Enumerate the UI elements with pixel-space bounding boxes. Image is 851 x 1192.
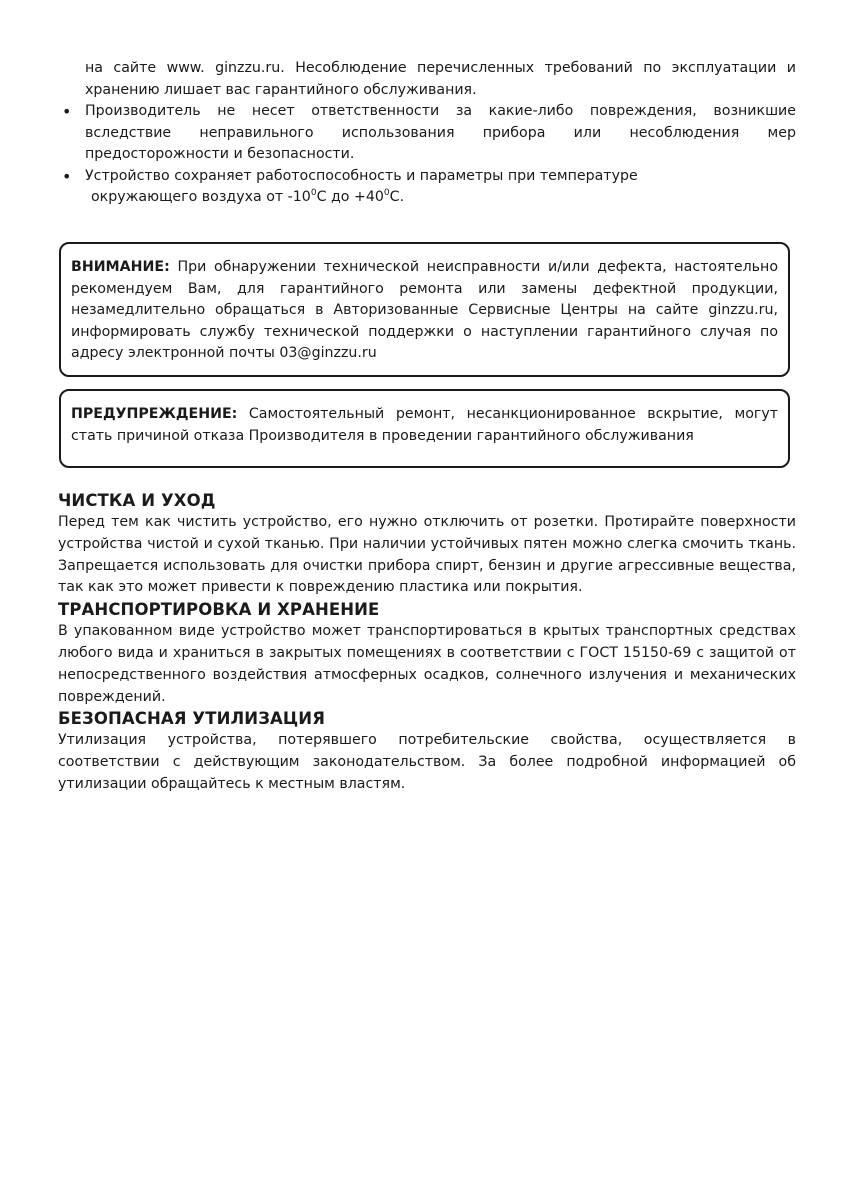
warning-text: Самостоятельный ремонт, несанкционированное вскрытие, могут стать причиной отказа Производителя в проведении гарантийного обслуживания — [71, 406, 778, 444]
cleaning-heading: ЧИСТКА И УХОД — [58, 491, 216, 510]
intro-continuation-paragraph: на сайте www. ginzzu.ru. Несоблюдение перечисленных требований по эксплуатации и хранению лишает вас гарантийного обслуживания. — [85, 60, 796, 98]
warning-label: ПРЕДУПРЕЖДЕНИЕ: — [71, 406, 238, 422]
temperature-max-text: C до +40 — [316, 189, 384, 205]
list-item-temperature — [58, 166, 796, 209]
temperature-line-2 — [85, 187, 796, 209]
degree-sup-max: 0 — [383, 188, 390, 198]
degree-sup-min: 0 — [310, 188, 317, 198]
list-item-liability: • Производитель не несет ответственности за какие-либо повреждения, возникшие вследствие неправильного использования прибора или несоблюдения мер предосторожности и безопасности. — [58, 101, 796, 166]
transport-heading: ТРАНСПОРТИРОВКА И ХРАНЕНИЕ — [58, 600, 380, 620]
temperature-line-1: Устройство сохраняет работоспособность и параметры при температуре — [85, 167, 638, 184]
transport-text: В упакованном виде устройство может транспортироваться в крытых транспортных средствах любого вида и храниться в закрытых помещениях в соответствии с ГОСТ 15150-69 с защитой от непосредственного воздействия атмосферных осадков, солнечного излучения и механических повреждений. — [58, 623, 796, 705]
temperature-end-text: C. — [389, 189, 405, 205]
disposal-heading: БЕЗОПАСНАЯ УТИЛИЗАЦИЯ — [58, 709, 326, 729]
attention-box — [59, 242, 790, 377]
precautions-list — [58, 101, 796, 209]
cleaning-text: Перед тем как чистить устройство, его нужно отключить от розетки. Протирайте поверхности устройства чистой и сухой тканью. При наличии устойчивых пятен можно слегка смочить ткань. Запрещается использовать для очистки прибора спирт, бензин и другие агрессивные вещества, так как это может привести к повреждению пластика или покрытия. — [58, 514, 796, 596]
warning-box — [59, 389, 790, 468]
attention-text: При обнаружении технической неисправности и/или дефекта, настоятельно рекомендуем Вам, для гарантийного ремонта или замены дефектной продукции, незамедлительно обращаться в Авторизованные Сервисные Центры на сайте ginzzu.ru, информировать службу технической поддержки о наступлении гарантийного случая по адресу электронной почты 03@ginzzu.ru — [71, 259, 778, 361]
disposal-text: Утилизация устройства, потерявшего потребительские свойства, осуществляется в соответствии с действующим законодательством. За более подробной информацией об утилизации обращайтесь к местным властям. — [58, 732, 796, 792]
intro-block — [58, 58, 796, 209]
temperature-min-text: окружающего воздуха от -10 — [91, 189, 311, 205]
attention-label: ВНИМАНИЕ: — [71, 259, 170, 275]
sections-block — [58, 490, 796, 796]
